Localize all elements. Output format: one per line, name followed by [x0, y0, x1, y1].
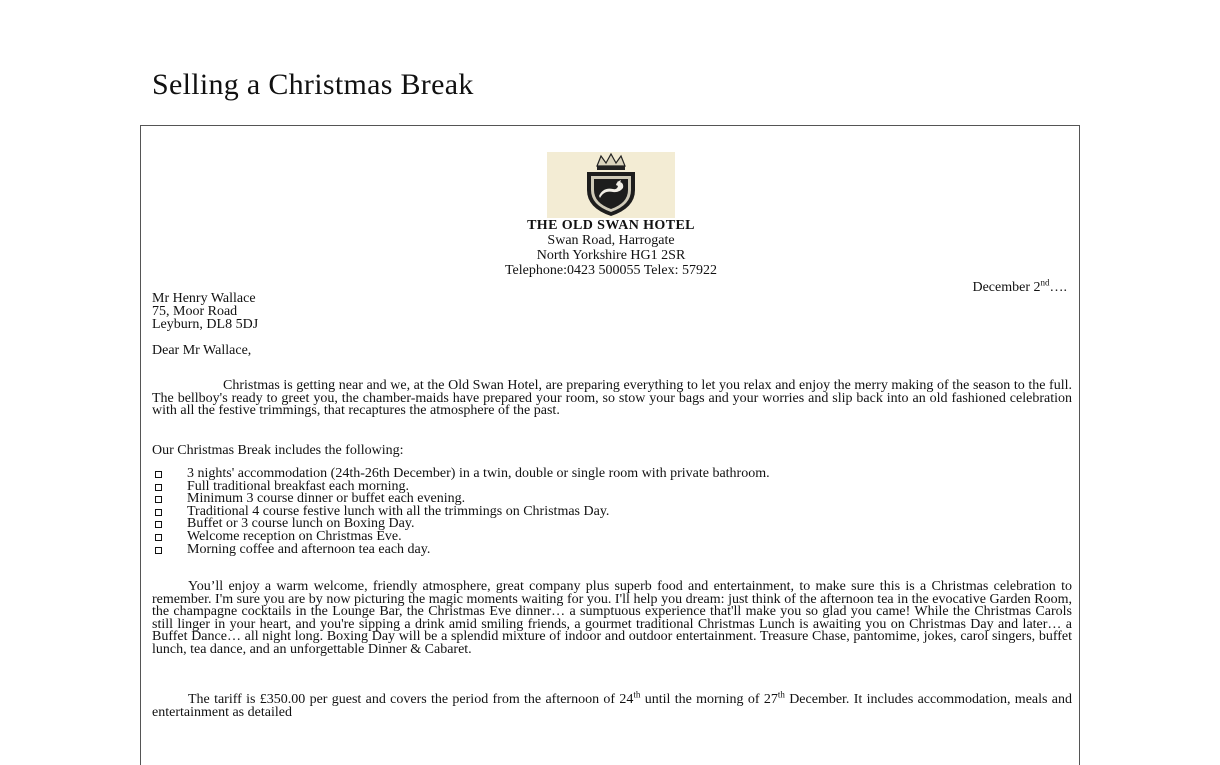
hotel-contact: Telephone:0423 500055 Telex: 57922: [504, 263, 718, 278]
tariff-sup-a: th: [633, 689, 641, 700]
hotel-street: Swan Road, Harrogate: [547, 233, 675, 248]
date-tail: ….: [1049, 280, 1067, 295]
recipient-town: Leyburn, DL8 5DJ: [152, 317, 259, 332]
list-item: Buffet or 3 course lunch on Boxing Day.: [152, 518, 1072, 531]
paragraph-tariff: [152, 689, 1072, 720]
tariff-text-c: December. It includes accommodation, meals and entertainment as detailed: [152, 692, 1072, 720]
list-item: 3 nights' accommodation (24th-26th December) in a twin, double or single room with private bathroom.: [152, 468, 1072, 481]
list-item: Full traditional breakfast each morning.: [152, 481, 1072, 494]
includes-heading: Our Christmas Break includes the following:: [152, 443, 404, 458]
swan-crest-icon: [547, 152, 675, 218]
hotel-region: North Yorkshire HG1 2SR: [536, 248, 686, 263]
list-item: Minimum 3 course dinner or buffet each evening.: [152, 493, 1072, 506]
tariff-sup-b: th: [777, 689, 785, 700]
recipient-street: 75, Moor Road: [152, 304, 238, 319]
list-item: Morning coffee and afternoon tea each day.: [152, 544, 1072, 557]
salutation: Dear Mr Wallace,: [152, 343, 252, 358]
letter-frame: [140, 125, 1080, 765]
tariff-text-a: The tariff is £350.00 per guest and covers the period from the afternoon of 24: [188, 692, 634, 707]
date-suffix: nd: [1040, 277, 1050, 288]
paragraph-welcome: You’ll enjoy a warm welcome, friendly atmosphere, great company plus superb food and entertainment, to make sure this is a Christmas celebration to remember. I'm sure you are by now picturing the magic moments waiting for you. I'll help you dream: just think of the afternoon tea in the evocative Garden Room, the champagne cocktails in the Lounge Bar, the Christmas Eve dinner… a sumptuous experience that'll make you so glad you came! While the Christmas Carols still linger in your heart, and you're sipping a drink amid smiling friends, a gourmet traditional Christmas Lunch is awaiting you on Christmas Day and later… a Buffet Dance… all night long. Boxing Day will be a splendid mixture of indoor and outdoor entertainment. Treasure Chase, pantomime, jokes, carol singers, buffet lunch, tea dance, and an unforgettable Dinner & Cabaret.: [152, 579, 1072, 657]
recipient-address: [152, 292, 258, 331]
date-day: December 2: [972, 280, 1041, 295]
includes-list: [152, 468, 1072, 556]
letter-date: [972, 277, 1067, 296]
recipient-name: Mr Henry Wallace: [152, 291, 256, 306]
tariff-text-b: until the morning of 27: [640, 692, 778, 707]
list-item: Welcome reception on Christmas Eve.: [152, 531, 1072, 544]
paragraph-intro: Christmas is getting near and we, at the Old Swan Hotel, are preparing everything to let you relax and enjoy the merry making of the season to the full. The bellboy's ready to greet you, the chamber-maids have prepared your room, so stow your bags and your worries and slip back into an old fashioned celebration with all the festive trimmings, that recaptures the atmosphere of the past.: [152, 378, 1072, 419]
page-title: Selling a Christmas Break: [152, 68, 474, 101]
hotel-name: THE OLD SWAN HOTEL: [527, 218, 695, 233]
list-item: Traditional 4 course festive lunch with all the trimmings on Christmas Day.: [152, 506, 1072, 519]
